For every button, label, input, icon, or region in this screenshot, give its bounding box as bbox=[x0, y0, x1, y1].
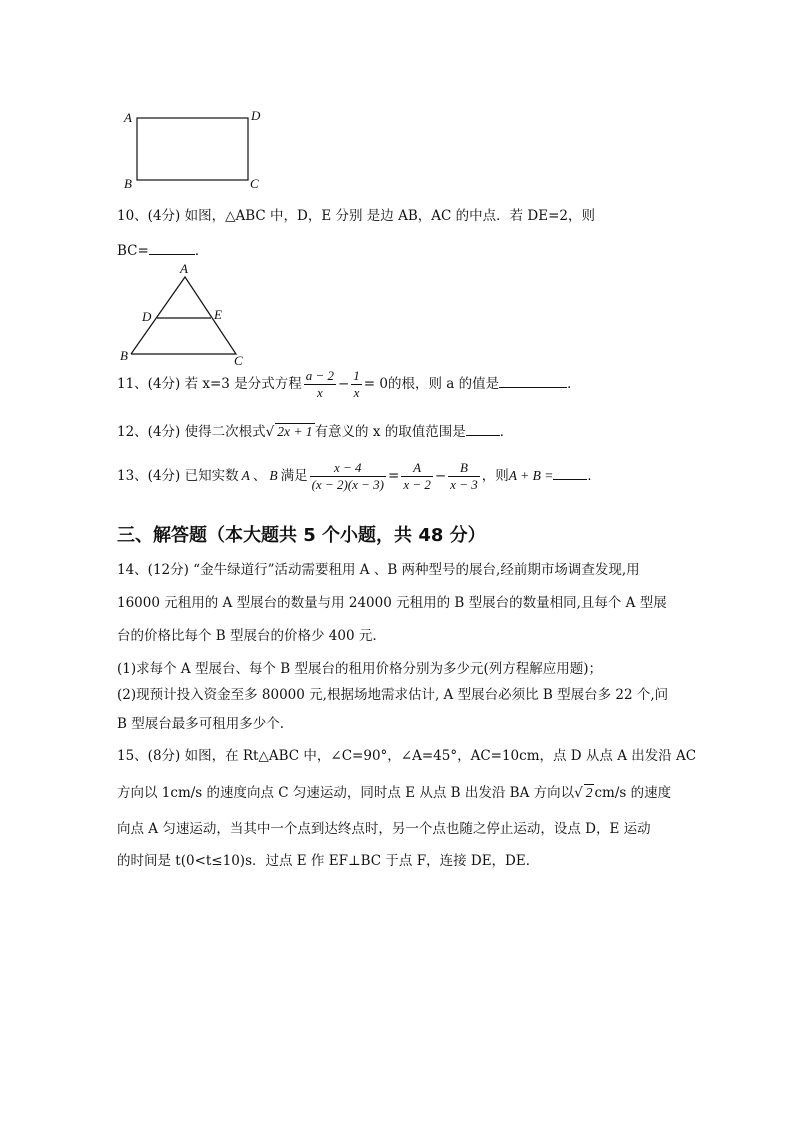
question-11-pre: 若 x=3 是分式方程 bbox=[184, 376, 302, 392]
tri-label-e: E bbox=[214, 307, 222, 322]
question-14-line-3: 台的价格比每个 B 型展台的价格少 400 元. bbox=[117, 628, 377, 644]
question-11-minus: − bbox=[337, 376, 350, 392]
fraction-numerator: a − 2 bbox=[305, 368, 334, 383]
question-15-line-4: 的时间是 t(0<t≤10)s．过点 E 作 EF⊥BC 于点 F，连接 DE，DE． bbox=[117, 853, 540, 869]
question-13 bbox=[117, 460, 601, 493]
fraction-numerator: x − 4 bbox=[334, 460, 362, 475]
question-10-number: 10、(4分) bbox=[117, 208, 185, 224]
question-15-line-2 bbox=[117, 784, 671, 802]
question-14-part-2-cont: B 型展台最多可租用多少个. bbox=[117, 716, 285, 732]
rect-label-a: A bbox=[124, 110, 132, 125]
triangle-figure bbox=[0, 0, 794, 400]
question-15-radicand: 2 bbox=[585, 785, 593, 800]
question-14-line-2: 16000 元租用的 A 型展台的数量与用 24000 元租用的 B 型展台的数量相同,且每个 A 型展 bbox=[117, 595, 667, 611]
question-13-var-a: A bbox=[241, 468, 250, 483]
question-11-fraction-2 bbox=[351, 368, 362, 401]
question-15-line-2a: 方向以 1cm/s 的速度向点 C 匀速运动，同时点 E 从点 B 出发沿 BA 方向以 bbox=[117, 785, 575, 801]
fraction-denominator: x − 3 bbox=[450, 477, 478, 492]
question-12-radicand: 2x + 1 bbox=[277, 424, 313, 439]
rect-label-d: D bbox=[251, 108, 261, 123]
question-15-line-3: 向点 A 匀速运动，当其中一个点到达终点时，另一个点也随之停止运动，设点 D，E 运动 bbox=[117, 821, 651, 837]
question-13-number: 13、(4分) bbox=[117, 468, 185, 484]
tri-label-c: C bbox=[234, 353, 243, 368]
question-15-line-1: 15、(8分) 如图，在 Rt△ABC 中，∠C=90°，∠A=45°，AC=10cm，点 D 从点 A 出发沿 AC bbox=[117, 748, 697, 764]
question-13-end: ． bbox=[587, 468, 601, 484]
fraction-denominator: (x − 2)(x − 3) bbox=[311, 477, 384, 492]
question-13-sep: 、 bbox=[252, 468, 267, 484]
question-13-fraction-2 bbox=[401, 460, 433, 493]
question-13-fraction-3 bbox=[448, 460, 480, 493]
question-10-bc-label: BC= bbox=[117, 243, 149, 259]
question-12-end: ． bbox=[499, 424, 514, 440]
question-13-equals: = bbox=[388, 468, 400, 484]
question-14-line-1: 14、(12分) “金牛绿道行”活动需要租用 A 、B 两种型号的展台,经前期市场调查发现,用 bbox=[117, 562, 640, 578]
question-14-part-1: (1)求每个 A 型展台、每个 B 型展台的租用价格分别为多少元(列方程解应用题)； bbox=[117, 661, 602, 677]
question-11 bbox=[117, 368, 581, 401]
sqrt-symbol: √ bbox=[574, 785, 583, 801]
question-11-answer-blank[interactable] bbox=[499, 373, 567, 388]
question-12-pre: 使得二次根式 bbox=[184, 424, 266, 440]
question-10-text: 如图，△ABC 中，D，E 分别 是边 AB，AC 的中点．若 DE=2，则 bbox=[184, 208, 595, 224]
question-11-fraction-1 bbox=[304, 368, 336, 401]
question-13-fraction-1 bbox=[310, 460, 386, 493]
question-13-sum: A + B = bbox=[508, 468, 554, 483]
question-12-post: 有意义的 x 的取值范围是 bbox=[314, 424, 466, 440]
question-11-end: ． bbox=[567, 376, 581, 392]
question-11-post: 的根，则 a 的值是 bbox=[388, 376, 500, 392]
question-13-answer-blank[interactable] bbox=[553, 465, 587, 480]
question-12-answer-blank[interactable] bbox=[466, 421, 500, 436]
question-13-post: ，则 bbox=[481, 468, 509, 484]
fraction-numerator: B bbox=[459, 460, 468, 475]
tri-label-a: A bbox=[180, 261, 188, 276]
question-15-line-2b: cm/s 的速度 bbox=[594, 785, 672, 801]
question-12-number: 12、(4分) bbox=[117, 424, 185, 440]
question-12 bbox=[117, 421, 513, 441]
tri-label-d: D bbox=[142, 309, 152, 324]
fraction-denominator: x bbox=[304, 384, 336, 401]
question-13-minus: − bbox=[434, 468, 447, 484]
fraction-denominator: x − 2 bbox=[403, 477, 431, 492]
question-13-pre: 已知实数 bbox=[184, 468, 239, 484]
fraction-numerator: A bbox=[413, 460, 422, 475]
question-13-var-b: B bbox=[269, 468, 278, 483]
rect-label-b: B bbox=[124, 176, 132, 191]
rect-label-c: C bbox=[250, 176, 259, 191]
question-14-part-2: (2)现预计投入资金至多 80000 元,根据场地需求估计, A 型展台必须比 B 型展台多 22 个,问 bbox=[117, 687, 669, 703]
tri-label-b: B bbox=[120, 348, 128, 363]
question-13-mid: 满足 bbox=[280, 468, 308, 484]
fraction-denominator: x bbox=[351, 384, 362, 401]
fraction-numerator: 1 bbox=[353, 368, 360, 383]
section-3-heading: 三、解答题（本大题共 5 个小题，共 48 分） bbox=[117, 525, 486, 546]
question-11-number: 11、(4分) bbox=[117, 376, 185, 392]
question-10-end: ． bbox=[194, 243, 209, 259]
sqrt-symbol: √ bbox=[265, 424, 275, 440]
question-11-equals: = 0 bbox=[363, 376, 388, 392]
